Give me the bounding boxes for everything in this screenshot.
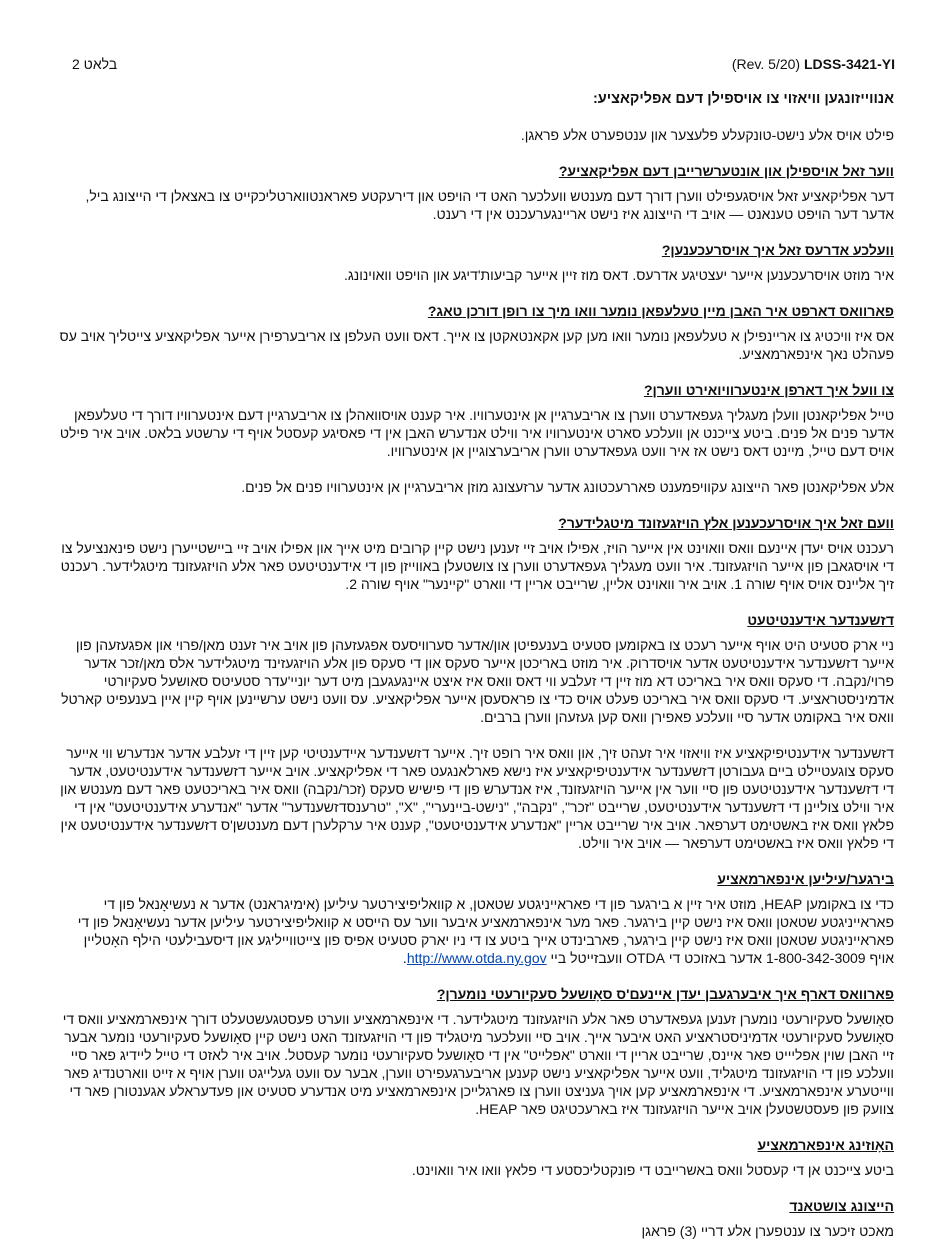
- section-citizenship: [56, 871, 894, 967]
- page-number: בלאט 2: [72, 56, 118, 72]
- section-interview: [56, 382, 894, 496]
- section-heading: וועלכע אדרעס זאל איך אויסרעכענען?: [661, 242, 894, 258]
- citizenship-text: כדי צו באקומען HEAP, מוזט איר זיין א בירגער פון די פאראייניגטע שטאטן, א קוואליפיצירטער עיליען (אימיגראנט) אדער א נעשיאָנאל פון די פאראייניגטע שטאטן וואס איז נישט קיין בירגער. פאר מער אינפארמאציע איבער ווער עס הייסט א קוואליפיצירטער עיליען אדער נעשיאָנאל פון די פאראייניגטע שטאטן וואס איז נישט קיין בירגער, פארבינדט אייך ביטע צו די ניו יארק סטעיט אפיס פון צייטווייליגע און דיסעבילעטי הילף האָטליין אויף 1-800-342-3009 אדער באזוכט די OTDA וועבזייטל ביי: [77, 896, 894, 966]
- revision-date: (Rev. 5/20): [731, 56, 801, 72]
- section-address: [56, 242, 894, 284]
- section-text: דזשענדער אידענטיפיקאציע איז וויאזוי איר זעהט זיך, און וואס איר רופט זיך. אייער דזשענדער איידענטיטי קען זיין די זעלבע אדער אנדערש ווי אייער סעקס צוגעטיילט ביים געבורטן דזשענדער אידענטיפיקאציע איז נישא פארלאנגעט פאר די אפליקאציע. אויב אייער דזשענדער אידענטיטעט, אדער די דזשענדער אידענטיטעט פון סיי ווער אין אייער הויזגעזונד, איז אנדערש פון די פישיש סעקס (זכר/נקבה) וואס איר באריכטעט פאר דעם מענטש און איר ווילט צוליינן די דזשענדער אידענטיטעט, שרייבט "זכר", "נקבה", "נישט-ביינערי", "X", "טרענסדזשענדער" אדער "אנדערע אידענטיטעט" אין די פלאץ וואס איז באשטימט דערפאר. אויב איר שרייבט אריין "אנדערע אידענטיטעט", קענט איר ערקלערן דעם מענטשן'ס דזשענדער אידענטיטעט אין די פלאץ וואס איז באשטימט דערפאר — אויב איר ווילט.: [60, 745, 894, 851]
- section-text: [56, 895, 894, 967]
- intro-text: פילט אויס אלע נישט-טונקעלע פלעצער און ענטפערט אלע פראגן.: [520, 127, 894, 143]
- form-id: [732, 56, 895, 72]
- section-phone: [56, 303, 894, 363]
- section-heading: ווער זאל אויספילן און אונטערשרייבן דעם אפליקאציע?: [558, 163, 894, 179]
- section-heading: בירגער/עיליען אינפארמאציע: [717, 871, 894, 887]
- period: .: [402, 950, 407, 966]
- section-heading: פארוואס דארפט איר האבן מיין טעלעפאן נומער וואו מיך צו רופן דורכן טאג?: [427, 303, 894, 319]
- section-gender-identity: [56, 612, 894, 852]
- section-text: דער אפליקאציע זאל אויסגעפילט ווערן דורך דעם מענטש וועלכער האט די הויפט און דירעקטע פאראנטווארטליכקייט צו באצאלן די הייצונג ביל, אדער דער הויפט טענאנט — אויב די הייצונג איז נישט אריינגערעכנט אין די רענט.: [85, 188, 894, 222]
- section-who-fills: [56, 163, 894, 223]
- section-text: אלע אפליקאנטן פאר הייצונג עקוויפמענט פאררעכטונג אדער ערזעצונג מוזן אריבערגיין אן אינטערוויו פנים אל פנים.: [241, 479, 894, 495]
- form-code: LDSS-3421-YI: [803, 56, 895, 72]
- page-title: אנווייזונגען וויאזוי צו אויספילן דעם אפליקאציע:: [592, 91, 894, 107]
- section-text: אס איז וויכטיג צו אריינפילן א טעלעפאן נומער וואו מען קען אקאנטאקטן צו אייך. דאס וועט העלפן צו אריבערפירן אייער אפליקאציע צייטליך אויב עס פעהלט נאך אינפארמאציע.: [59, 328, 894, 362]
- document-body: [56, 90, 894, 1259]
- section-text: איר מוזט אויסרעכענען אייער יעצטיגע אדרעס. דאס מוז זיין אייער קביעות'דיגע און הויפט וואוינונג.: [343, 267, 894, 283]
- section-housing: [56, 1137, 894, 1179]
- section-heading: האָוזינג אינפארמאציע: [757, 1137, 894, 1153]
- otda-website-link[interactable]: http://www.otda.ny.gov: [406, 950, 547, 966]
- section-text: ביטע צייכנט אן די קעסטל וואס באשרייבט די פונקטליכסטע די פלאץ וואו איר וואוינט.: [411, 1162, 894, 1178]
- section-heating-status: [56, 1198, 894, 1240]
- section-text: רעכנט אויס יעדן איינעם וואס וואוינט אין אייער הויז, אפילו אויב זיי זענען נישט קיין קרובים מיט אייך און אפילו אויב זיי ביישטייערן נישט פינאנציעל צו די אויסגאבן פון אייער הויזגעזונד. איר וועט מעגליך געפאדערט ווערן צו צושטעלן באווייזן פון די אידענטיטעט פאר אלע הויזגעזונד מיטגלידער. רעכנט זיך אליינס אויס אויף שורה 1. אויב איר וואוינט אליין, שרייבט אריין די ווארט "קיינער" אויף שורה 2.: [60, 540, 894, 592]
- section-ssn: [56, 986, 894, 1118]
- section-heading: פארוואס דארף איך איבערגעבן יעדן איינעם'ס סאָושעל סעקיורעטי נומערן?: [436, 986, 894, 1002]
- section-heading: וועם זאל איך אויסרעכענען אלץ הויזגעזונד מיטגלידער?: [558, 515, 894, 531]
- section-text: מאכט זיכער צו ענטפערן אלע דריי (3) פראגן: [641, 1223, 894, 1239]
- section-text: טייל אפליקאנטן וועלן מעגליך געפאדערט ווערן צו אריבערגיין אן אינטערוויו. איר קענט אויסוואהלן צו אריבערגיין דעם אינטערוויו דורך די טעלעפאן אדער פנים אל פנים. ביטע צייכנט אן וועלכע סארט אינטערוויו איר ווילט אנדערש האבן אין די פאסיגע קעסטל אויף די ערשטע בלאט. אויב איר פילט אויס דעם טייל, מיינט דאס נישט אז איר וועט געפאדערט ווערן אריבערצוגיין אן אינטערוויו.: [59, 407, 894, 459]
- section-heading: הייצונג צושטאנד: [789, 1198, 894, 1214]
- section-heading: דזשענדער אידענטיטעט: [747, 612, 894, 628]
- page-header: [72, 56, 895, 74]
- section-heading: צו וועל איך דארפן אינטערוויואירט ווערן?: [643, 382, 894, 398]
- section-text: סאָושעל סעקיורעטי נומערן זענען געפאדערט פאר אלע הויזגעזונד מיטגלידער. די אינפארמאציע ווערט פעסטגעשטעלט דורך אינפארמאציע וואס די סאָושעל סעקיורעטי אדמיניסטראציע האט איבער אייך. אויב סיי וועלכער מיטגליד פון די הויזגעזונד האט נישט קיין סאָושעל סעקיורעטי נומער אבער זיי האבן שוין אפליייט פאר איינס, שרייבט אריין די ווארט "אפלייט" אין די סאָושעל סעקיורעטי נומער קעסטל. אויב איר לאזט די טייל ליידיג פאר סיי וועלכע פון די הויזגעזונד מיטגליד, וועט אייער אפליקאציע נישט קענען אריבערגעפירט ווערן, אבער עס וועט געלייגט ווערן אויף א זייט ווארטנדיג פאר ווייטערע אינפארמאציע. די אינפארמאציע קען אויך געניצט ווערן צו פארגלייכן אינפארמאציע מיט אנדערע סטעיט און פעדעראלע אגענטורן פאר די צוועק פון פעסטשטעלן אויב אייער הויזגעזונד איז בארעכטיגט פאר HEAP.: [62, 1011, 894, 1117]
- section-text: ניי ארק סטעיט היט אויף אייער רעכט צו באקומען סטעיט בענעפיטן און/אדער סערוויסעס אפגעזעהן פון אויב איר זענט מאן/פרוי און אפגעזעהן פון אייער דזשענדער אידענטיטעט אדער אויסדרוק. איר מוזט באריכטן אייער סעקס און די סעקס פון אלע הויזגעזינד מיטגלידער אלס מאן/זכר אדער פרוי/נקבה. די סעקס וואס איר באריכט דא מוז זיין די זעלבע ווי דאס וואס איז איצט איינגעגעבן מיט דער יוניי'עדר סטעיטס סאושעל סעקיורטי אדמיניסטראציע. די סעקס וואס איר באריכט פעלט אויס כדי צו פראסעסן אייער אפליקאציע. עס וועט נישט ערשיינען אויף קיין איין בענעפיט קארטל וואס איר באקומט אדער סיי וועלכע פאפירן וואס קען געזעהן ווערן ברבים.: [61, 637, 894, 725]
- section-household-members: [56, 515, 894, 593]
